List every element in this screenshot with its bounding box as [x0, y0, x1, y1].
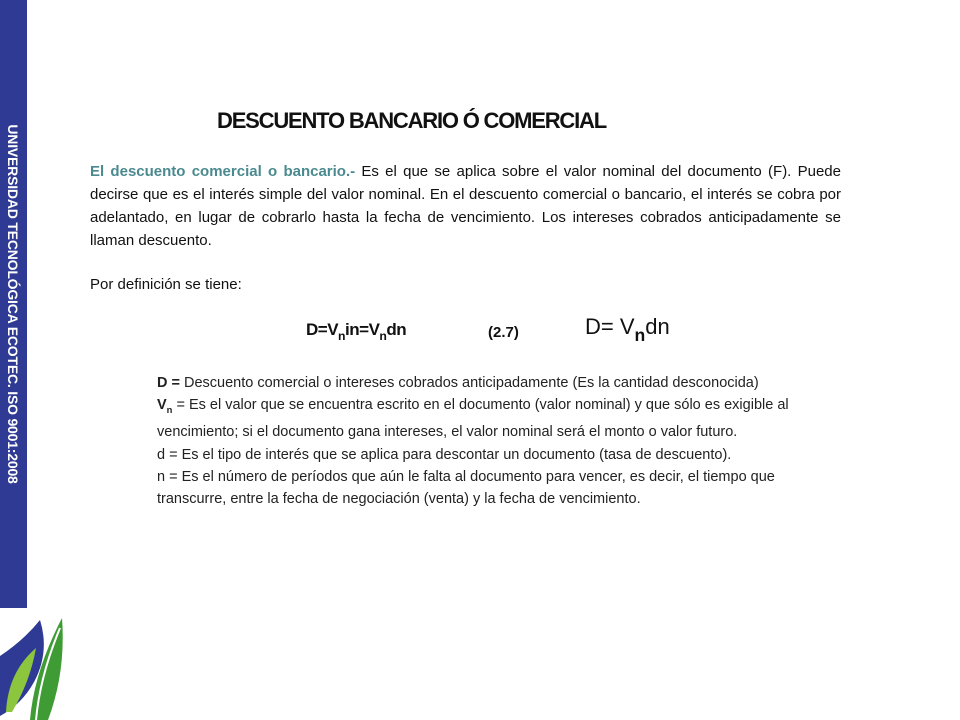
- definition-label: Por definición se tiene:: [90, 276, 242, 293]
- sidebar-banner: [0, 0, 27, 608]
- equation-number: (2.7): [488, 324, 519, 341]
- sidebar-university-text: UNIVERSIDAD TECNOLÓGICA ECOTEC. ISO 9001:2008: [5, 124, 21, 484]
- definition-n: n = Es el número de períodos que aún le falta al documento para vencer, es decir, el tiempo que transcurre, entre la fecha de negociación (venta) y la fecha de vencimiento.: [157, 469, 775, 508]
- definition-vn: $V_n = Es$ el valor que se encuentra escrito en el documento (valor nominal) y que sólo es exigible al vencimiento; si el documento gana intereses, el valor nominal será el monto o valor futuro.: [157, 397, 789, 441]
- intro-body: Es el que se aplica sobre el valor nominal del documento (F). Puede decirse que es el interés simple del valor nominal. En el descuento comercial o bancario, el interés se cobra por adelantado, en lugar de cobrarlo hasta la fecha de vencimiento. Los intereses cobrados anticipadamente se llaman descuento.: [90, 163, 841, 249]
- intro-paragraph: [90, 160, 841, 252]
- ecotec-leaf-logo-icon: [0, 612, 66, 720]
- definition-d: D = Descuento comercial o intereses cobrados anticipadamente (Es la cantidad desconocida): [157, 375, 759, 391]
- page-title: DESCUENTO BANCARIO Ó COMERCIAL: [217, 108, 606, 133]
- formula-main: $D=V_nin=V_ndn$: [306, 320, 407, 343]
- intro-lead: El descuento comercial o bancario.-: [90, 163, 356, 180]
- definition-d-rate: d = Es el tipo de interés que se aplica para descontar un documento (tasa de descuento).: [157, 446, 732, 463]
- formula-short: $D= V_ndn$: [585, 314, 670, 345]
- variable-definitions: [157, 372, 817, 511]
